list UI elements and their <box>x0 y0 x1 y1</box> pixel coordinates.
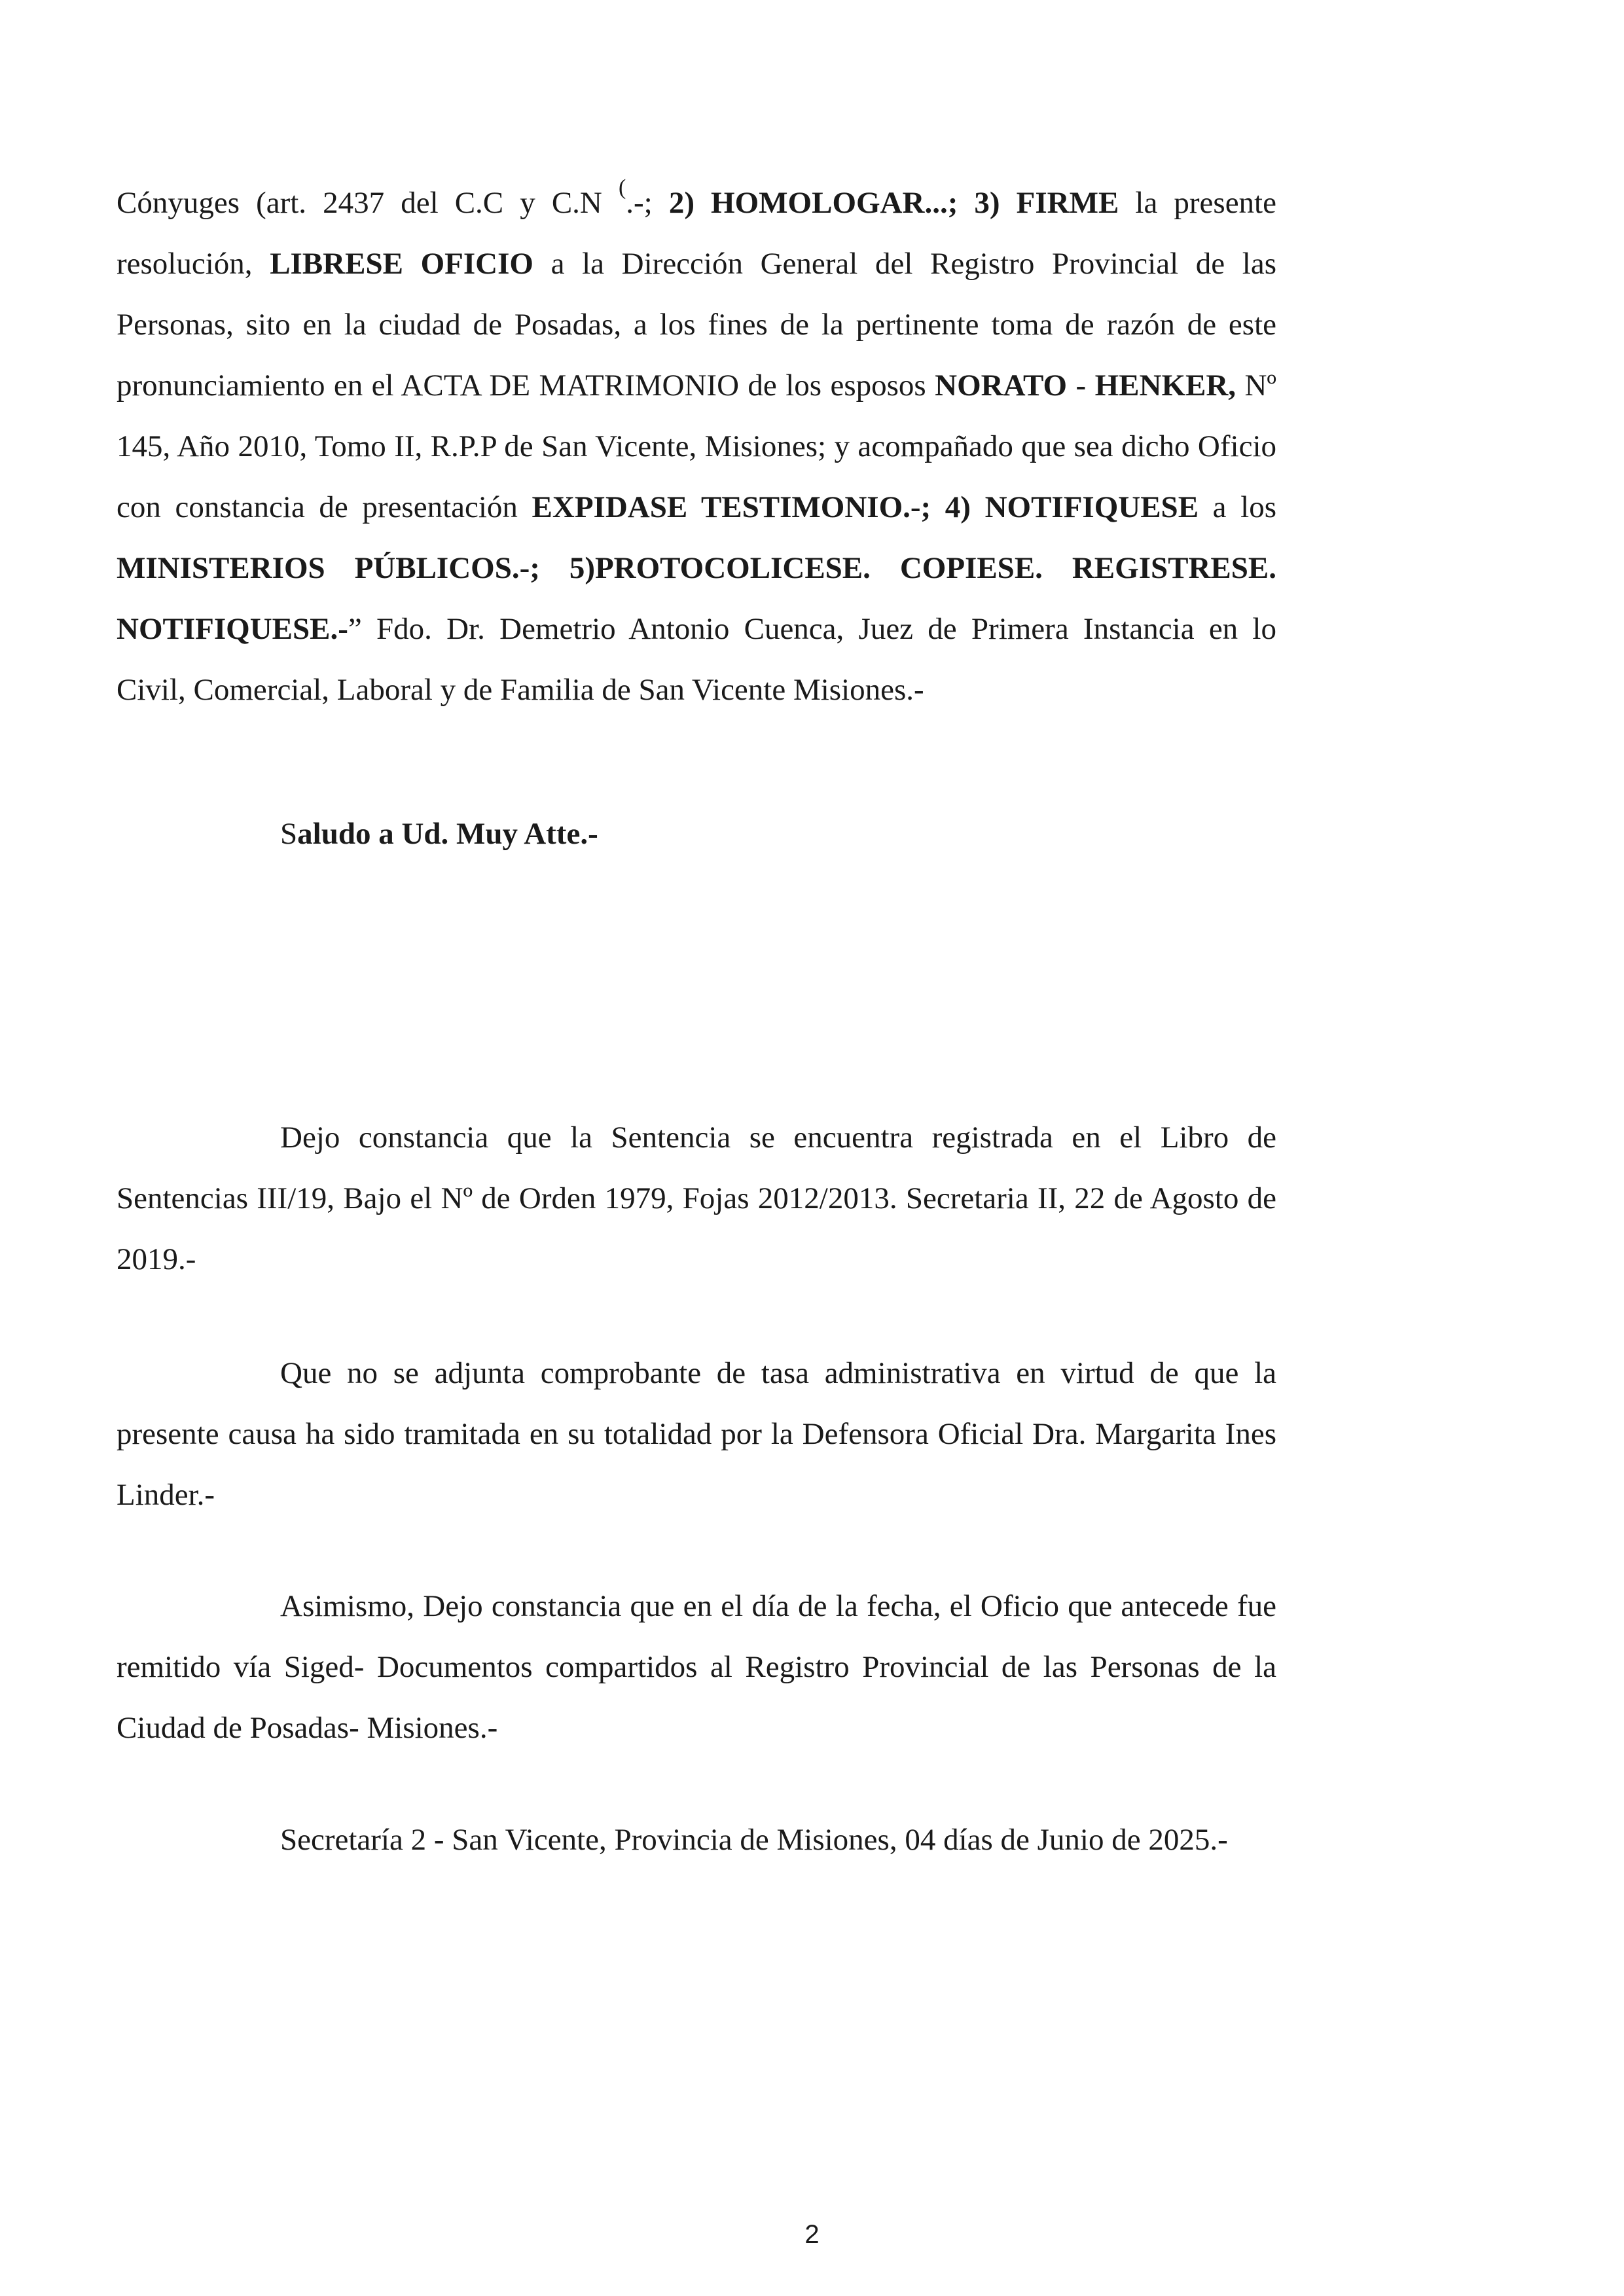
resolution-bold: 2) HOMOLOGAR...; 3) FIRME <box>668 185 1119 220</box>
resolution-bold: MINISTERIOS PÚBLICOS.-; 5)PROTOCOLICESE. COPIESE. REGISTRESE. NOTIFIQUESE.- <box>117 550 1276 646</box>
resolution-mark: ( <box>618 175 626 200</box>
resolution-text: a la Dirección General del Registro Provincial de las Personas, sito en la ciudad de Posadas, a los fines de la pertinente toma de razón de este pronunciamiento en el ACTA DE MATRIMONIO de los esposos <box>117 246 1277 403</box>
resolution-bold: NORATO - HENKER, <box>935 368 1236 403</box>
resolution-text: Cónyuges (art. 2437 del C.C y C.N <box>117 185 619 220</box>
resolution-text: Nº 145, Año 2010, Tomo II, R.P.P de San Vicente, Misiones; y acompañado que sea dicho Oficio con constancia de presentación <box>117 368 1276 524</box>
tasa-paragraph: Que no se adjunta comprobante de tasa administrativa en virtud de que la presente causa ha sido tramitada en su totalidad por la Defensora Oficial Dra. Margarita Ines Linder.- <box>117 1356 1276 1512</box>
resolution-text: .-; <box>626 185 669 220</box>
resolution-text: la presente resolución, <box>117 185 1276 281</box>
closing-rest: aludo a Ud. Muy Atte.- <box>297 817 598 851</box>
page-number: 2 <box>804 2220 820 2249</box>
resolution-text: ” Fdo. Dr. Demetrio Antonio Cuenca, Juez de Primera Instancia en lo Civil, Comercial, Laboral y de Familia de San Vicente Misiones.- <box>117 611 1276 707</box>
resolution-bold: LIBRESE OFICIO <box>270 246 533 281</box>
resolution-paragraph <box>117 157 1276 721</box>
fecha-paragraph: Secretaría 2 - San Vicente, Provincia de Misiones, 04 días de Junio de 2025.- <box>280 1823 1228 1857</box>
closing-initial: S <box>280 817 298 851</box>
resolution-text: a los <box>1199 490 1276 524</box>
oficio-paragraph: Asimismo, Dejo constancia que en el día de la fecha, el Oficio que antecede fue remitido vía Siged- Documentos compartidos al Registro Provincial de las Personas de la Ciudad de Posadas- Misiones.- <box>117 1589 1276 1745</box>
resolution-bold: EXPIDASE TESTIMONIO.-; 4) NOTIFIQUESE <box>532 490 1199 524</box>
closing-salutation <box>280 804 598 865</box>
registro-paragraph: Dejo constancia que la Sentencia se encuentra registrada en el Libro de Sentencias III/19, Bajo el Nº de Orden 1979, Fojas 2012/2013. Secretaria II, 22 de Agosto de 2019.- <box>117 1121 1276 1276</box>
